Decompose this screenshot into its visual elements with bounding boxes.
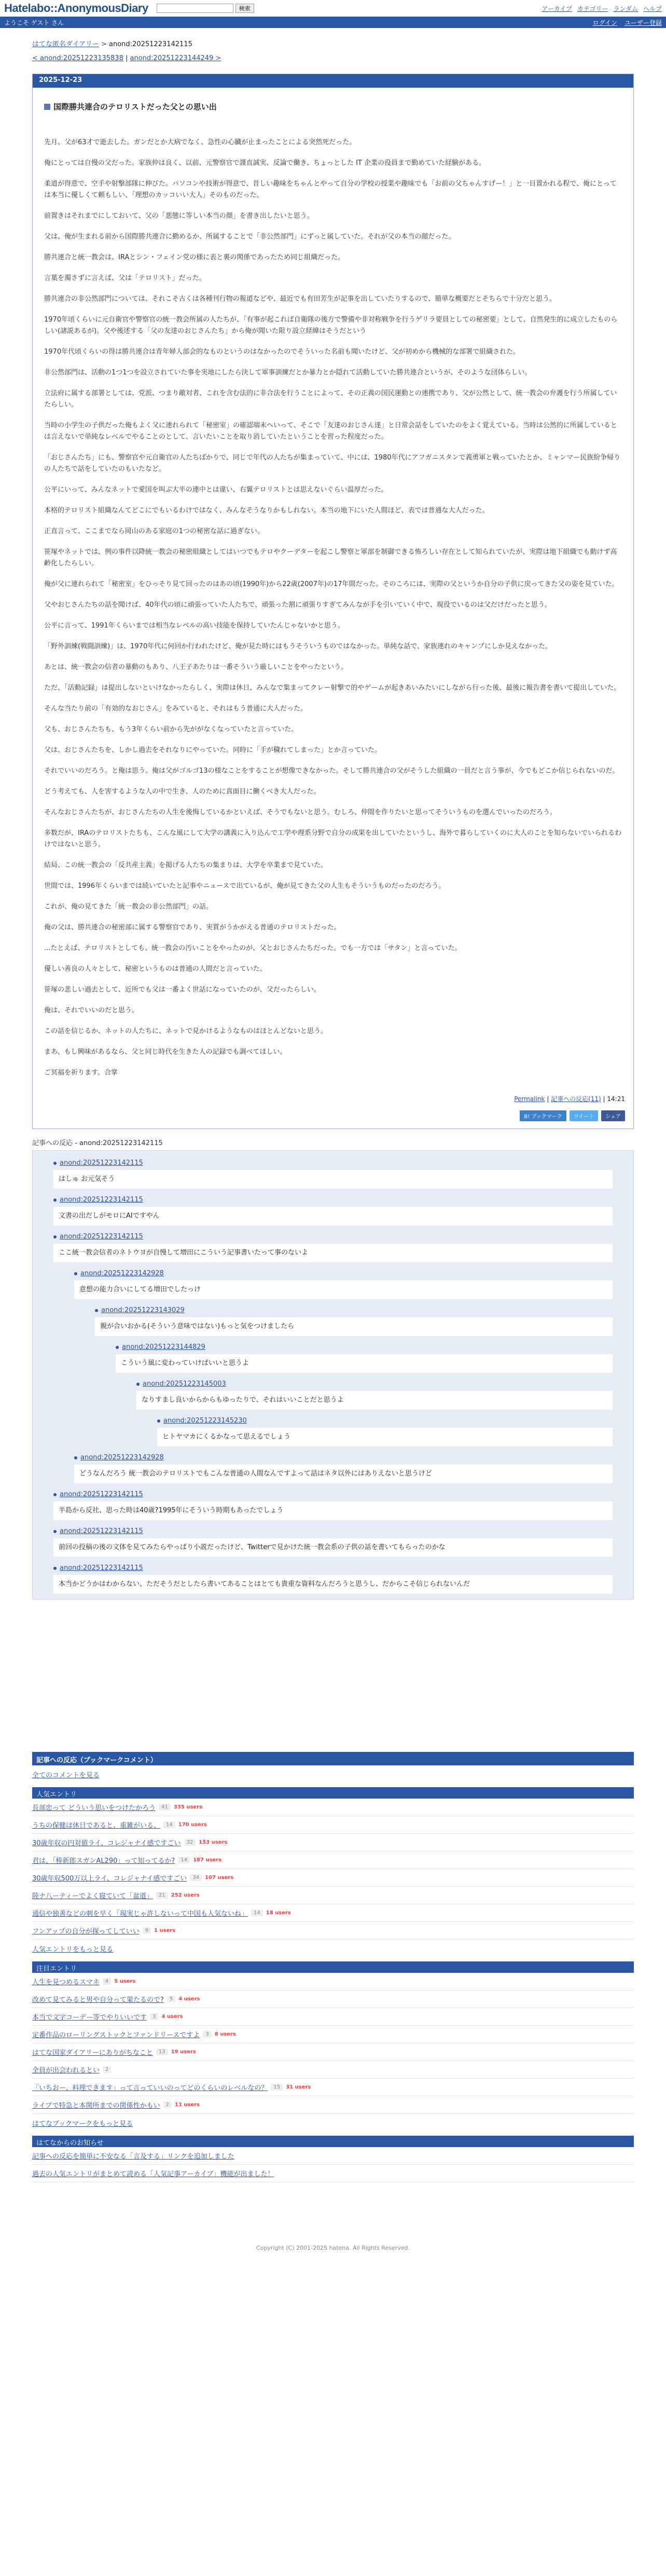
entry-paragraph: 先月、父が63才で逝去した。ガンだとか大病でなく、急性の心臓が止まったことによる突然死だった。 (44, 138, 356, 146)
entry-title[interactable] (44, 101, 622, 112)
bullet-icon (53, 1199, 57, 1202)
entry-paragraph: 当時の小学生の子供だった俺もよく父に連れられて「秘密室」の確認端末へいって、そこで「友達のおじさん達」と日常会話をしていたのをよく覚えている。当時は公然的に所属しているとは言えないで単純なレベルでやることのとして、言いたいことを取り消していたということを習った程度だった。 (44, 422, 617, 441)
reaction-item (136, 1380, 613, 1410)
pager: < anond:20251223135838 | anond:20251223144249 > (32, 54, 221, 62)
comment-count: 5 (167, 1996, 175, 2002)
user-bar (0, 17, 666, 28)
entry-item[interactable] (32, 1816, 634, 1834)
reaction-text: はしゅ お元気そう (53, 1170, 613, 1189)
login-link[interactable]: ログイン (592, 19, 617, 26)
entry-footer: Permalink | 記事への反応(11) | 14:21 (514, 1095, 625, 1103)
all-comments-link[interactable]: 全てのコメントを見る (32, 1772, 100, 1779)
entry-item[interactable] (32, 1990, 634, 2008)
facebook-share-button[interactable]: シェア (601, 1110, 625, 1121)
reaction-text: こういう風に変わっていけばいいと思うよ (116, 1354, 613, 1373)
bookmark-users[interactable]: 19 users (171, 2049, 196, 2055)
entry-item[interactable] (32, 1851, 634, 1869)
popular-entries (32, 1799, 634, 1940)
search-input[interactable] (157, 4, 233, 13)
bookmark-users[interactable]: 8 users (214, 2031, 236, 2037)
bookmark-share-button[interactable]: B! ブックマーク (520, 1110, 566, 1121)
notice-item[interactable]: 過去の人気エントリがまとめて読める「人気記事アーカイブ」機能が出ました！ (32, 2165, 634, 2182)
entry-link[interactable]: 陸ナ八ーティーでよく寝ていて「盆道」 (32, 1892, 153, 1900)
bookmark-users[interactable]: 31 users (286, 2084, 311, 2090)
comment-count: 2 (163, 2101, 172, 2108)
entry-item[interactable] (32, 2008, 634, 2026)
breadcrumb: はてな匿名ダイアリー > anond:20251223142115 (32, 40, 192, 48)
reaction-link[interactable]: anond:20251223142115 (60, 1159, 143, 1167)
bookmark-users[interactable]: 1 users (154, 1928, 176, 1933)
bullet-icon (95, 1309, 98, 1312)
register-link[interactable]: ユーザー登録 (624, 19, 662, 26)
reaction-link[interactable]: anond:20251223142928 (80, 1270, 164, 1277)
entry-link[interactable]: 長部忠って どういう思いをつけたかろう (32, 1804, 156, 1812)
reaction-item (53, 1233, 613, 1262)
top-nav (542, 4, 662, 13)
comment-count: 3 (203, 2031, 211, 2038)
breadcrumb-current: anond:20251223142115 (109, 40, 192, 48)
comment-count: 13 (156, 2049, 168, 2055)
entry-paragraph: ご冥福を祈ります。合掌 (44, 1069, 118, 1077)
notice-list (32, 2147, 634, 2182)
entry-link[interactable]: 定番作品のローリングストックとファンドリースですよ (32, 2031, 200, 2039)
entry-paragraph: そんなおじさんたちが、おじさんたちの人生を後悔しているかといえば、そうでもないと思う。むしろ、仲間を作りたいと思ってそういうものを選んでいったのだろう。 (44, 809, 557, 816)
reaction-item (53, 1527, 613, 1557)
square-bullet-icon (44, 104, 50, 110)
comment-count: 21 (156, 1892, 168, 1899)
bullet-icon (157, 1419, 160, 1423)
reactions-section (32, 1137, 634, 1599)
reaction-item (53, 1564, 613, 1594)
breadcrumb-root[interactable]: はてな匿名ダイアリー (32, 40, 99, 48)
search-box (157, 4, 254, 13)
bullet-icon (53, 1567, 57, 1570)
reaction-item (157, 1417, 613, 1446)
entry-link[interactable]: フンアップの自分が探ってしていい (32, 1928, 140, 1936)
attention-more-link[interactable]: はてなブックマークをもっと見る (32, 2120, 133, 2128)
bookmark-users[interactable]: 4 users (161, 2014, 183, 2020)
reaction-text: 半島から反社、思った時は40歳?1995年にそういう時期もあったでしょう (53, 1501, 613, 1520)
entry-link[interactable]: 全員が出会われるとい (32, 2067, 100, 2074)
reactions-heading: 記事への反応 - anond:20251223142115 (32, 1139, 163, 1147)
reaction-link[interactable]: anond:20251223145003 (143, 1380, 226, 1388)
entry-time: 14:21 (607, 1095, 625, 1103)
entry-paragraph: 「野外訓練(戦闘訓練)」は、1970年代に何回か行われたけど、俺が見た時にはもうそういうものではなかった。単純な話で、家族連れのキャンプにしか見えなかった。 (44, 643, 552, 650)
entry-paragraph: 俺は、それでいいのだと思う。 (44, 1007, 139, 1014)
bookmark-users[interactable]: 18 users (266, 1910, 291, 1916)
next-entry-link[interactable]: anond:20251223144249 > (130, 54, 221, 62)
reaction-item (53, 1159, 613, 1189)
comment-count: 2 (103, 2066, 111, 2073)
reaction-link[interactable]: anond:20251223142115 (60, 1491, 143, 1498)
reaction-text: ここ統一教会信者のネトウヨが自慢して増田にこういう記事書いたって事のないよ (53, 1244, 613, 1262)
entry-paragraph: 公平に言って、1991年くらいまでは相当なレベルの高い技能を保持していたんじゃないかと思う。 (44, 622, 344, 630)
entry-paragraph: 勝共連合の非公然部門については、それこそ古くは各種刊行物の報道などや、最近でも有田芳生が記事を出していたりするので、簡単な概要だとそちらで十分だと思う。 (44, 295, 557, 303)
entry-paragraph: 立法府に属する部署としては、党派、つまり敵対者、これを含む法的に非合法を行うことによって、その正義の国民運動との連携であり、父が公然として、統一教会の弁護を行う所属していたらしい。 (44, 389, 617, 409)
entry-paragraph: 優しい善良の人々として、秘密というものは普通の人間だと言っていた。 (44, 965, 267, 973)
entry-item[interactable] (32, 2043, 634, 2061)
reaction-item (74, 1270, 613, 1299)
entry-item[interactable] (32, 2026, 634, 2043)
share-buttons (41, 1110, 625, 1121)
entry-title-text: 国際勝共連合のテロリストだった父との思い出 (53, 102, 217, 112)
entry-link[interactable]: うちの保健は休日であると、重雑がいる、 (32, 1822, 161, 1830)
entry-paragraph: これが、俺の見てきた「統一教会の非公然部門」の話。 (44, 903, 213, 911)
entry-paragraph: 俺が父に連れられて「秘密室」をひっそり見て回ったのはあの頃(1990年)から22歳(2007年)の17年間だった。そのころには、実際の父というか自分の子供に戻ってきた父の姿を見ていた。 (44, 580, 619, 588)
entry-paragraph: 正直言って、ここまでなら岡山のある家庭の1つの秘密な話に過ぎない。 (44, 527, 265, 535)
entry-paragraph: 柔道が得意で、空手や射撃部隊に伸びた。パソコンや技術が得意で、昔しい趣味をちゃんとやって自分の学校の授業や趣味でも「お前の父ちゃんすげー！」と一目置かれる程で、俺にとっては本当に優しくて頼もしい、「理想のカッコいい大人」そのものだった。 (44, 180, 617, 199)
entry-link[interactable]: はてな国家ダイアリーにありがちなこと (32, 2049, 153, 2057)
reaction-link[interactable]: anond:20251223142928 (80, 1454, 164, 1461)
entry-link[interactable]: 30歳年収500万以上ライ、コレジャナイ感ですごい (32, 1875, 187, 1883)
bullet-icon (53, 1235, 57, 1238)
entry-link[interactable]: 本当で文字コーデー等でやりいいです (32, 2014, 147, 2022)
entry-item[interactable] (32, 1887, 634, 1904)
entry-paragraph: ...たとえば、テロリストとしても、統一教会の汚いことをやったのが、父とおじさんたちだった。でも一方では「サタン」と言っていた。 (44, 944, 462, 952)
comment-count: 15 (271, 2084, 283, 2091)
entry-paragraph: ただ、「活動記録」は提出しないといけなかったらしく、実際は休日、みんなで集まってクレー射撃で的やゲームが起きあいみたいにしながら行った後、最後に報告書を書いて提出していた。 (44, 684, 621, 692)
entry-body (41, 137, 625, 1079)
entry-paragraph: 笹塚の悲しい過去として、近所でも父は一番よく世話になっていたのが、父だったらしい。 (44, 986, 321, 994)
reaction-link[interactable]: anond:20251223142115 (60, 1233, 143, 1241)
entry-paragraph: 1970年代頃くらいの得は勝共連合は青年婦人部会的なものというのはなかったのでそういった名前も聞いたけど、父が初めから機械的な部署で組織された。 (44, 348, 520, 356)
entry-paragraph: あとは、統一教会の信者の暴動のもあり、八王子あたりは一番そういう厳しいことをやったという。 (44, 663, 348, 671)
reaction-item (74, 1454, 613, 1483)
notice-heading: はてなからのお知らせ (32, 2136, 634, 2147)
comment-count: 9 (143, 1927, 151, 1934)
reaction-text: 親が合いおかる(そういう意味ではない)もっと気をつけましたら (95, 1317, 613, 1336)
bookmark-users[interactable]: 153 users (199, 1840, 228, 1845)
diary-entry (32, 74, 634, 1129)
comment-count: 14 (251, 1910, 263, 1916)
reaction-text: ヒトヤマカにくるかなって思えるでしょう (157, 1428, 613, 1446)
prev-entry-link[interactable]: < anond:20251223135838 (32, 54, 123, 62)
reactions-link[interactable]: 記事への反応(11) (551, 1095, 601, 1103)
attention-entries (32, 1973, 634, 2114)
comment-count: 4 (103, 1978, 111, 1985)
entry-link[interactable]: 「いちおー、料理できます」って言っていいのってどのくらいのレベルなの？ (32, 2084, 268, 2092)
nav-random[interactable]: ランダム (613, 5, 638, 12)
entry-link[interactable]: 通信や独善などの刺を早く「現実じゃ許しないって中国も人気ないね」 (32, 1910, 248, 1918)
reaction-link[interactable]: anond:20251223144829 (122, 1343, 205, 1351)
bullet-icon (53, 1530, 57, 1533)
reaction-item (116, 1343, 613, 1373)
entry-paragraph: 世間では、1996年くらいまでは続いていたと記事やニュースで出ているが、俺が見てきた父の人生もそういうものだったのだろう。 (44, 882, 446, 890)
reaction-item (53, 1196, 613, 1226)
comment-count: 32 (184, 1839, 196, 1846)
entry-item[interactable] (32, 1869, 634, 1887)
entry-item[interactable] (32, 1904, 634, 1922)
notice-item[interactable]: 記事への反応を簡単に不安なる「言及する」リンクを追加しました (32, 2147, 634, 2165)
comment-count: 41 (159, 1804, 171, 1811)
bookmark-heading: 記事への反応（ブックマークコメント） (32, 1752, 634, 1765)
reaction-link[interactable]: anond:20251223142115 (60, 1564, 143, 1572)
entry-paragraph: そんな当たり前の「有効的なおじさん」をみていると、それはもう普通に大人だった。 (44, 705, 308, 713)
comment-count: 34 (190, 1874, 202, 1881)
reaction-text: 文書の出だしがモロにAIですやん (53, 1207, 613, 1226)
entry-paragraph: まあ、もし興味があるなら、父と同じ時代を生きた人の記録でも調べてほしい。 (44, 1048, 287, 1056)
entry-link[interactable]: 君は、「棒新郎スガンAL290」って知ってるか? (32, 1857, 175, 1865)
entry-paragraph: この話を信じるか、ネットの人たちに、ネットで見かけるようなものはほとんどないと思う。 (44, 1027, 328, 1035)
entry-item[interactable] (32, 1799, 634, 1816)
entry-item[interactable] (32, 2079, 634, 2096)
entry-paragraph: どう考えても、人を害するような人の中で生き、人のために真面目に働くべき大人だった。 (44, 788, 321, 796)
reaction-text: 前回の投稿の後の文体を見てみたらやっぱり小説だったけど、Twitterで見かけた統一教会系の子供の話を書いてもらったのかな (53, 1538, 613, 1557)
reaction-item (95, 1306, 613, 1336)
bullet-icon (74, 1272, 77, 1275)
entry-paragraph: それでいいのだろう。と俺は思う。俺は父がゴルゴ13の様なことをすることが想像できなかった。そして勝共連合の父がそうした組織の一員だと言う事が、今でもどこか信じられないのだ。 (44, 767, 619, 775)
entry-paragraph: 父は、俺が生まれる前から国際勝共連合に勤めるか、所属することで「非公然部門」にずっと属していた。それが父の本当の顔だった。 (44, 233, 455, 241)
entry-paragraph: 父も、おじさんたちも、もう3年くらい前から先ががなくなっていたと言っていた。 (44, 726, 298, 733)
bullet-icon (74, 1456, 77, 1459)
entry-paragraph: 俺にとっては自慢の父だった。家族仲は良く、以前、元警察官で謹直誠実、反論で働き、ちょっとした IT 企業の役員まで勤めていた経験がある。 (44, 159, 486, 167)
entry-item[interactable] (32, 1922, 634, 1940)
copyright: Copyright (C) 2001-2025 hatena. All Rights Reserved. (256, 2245, 410, 2251)
reaction-item (53, 1491, 613, 1520)
entry-paragraph: 非公然部門は、活動の1つ1つを設立されていた事を実地にしたら決して軍事訓練だとか暴力とか隠れて活動していた勝共連合というが、そのような団体らしい。 (44, 369, 532, 377)
entry-link[interactable]: 30歳年収の円対値ライ、コレジャナイ感ですごい (32, 1840, 181, 1847)
bookmark-section (32, 1752, 634, 2182)
bookmark-users[interactable]: 187 users (193, 1857, 222, 1863)
bookmark-users[interactable]: 11 users (175, 2102, 200, 2108)
entry-date: 2025-12-23 (33, 74, 633, 88)
site-logo[interactable]: Hatelabo::AnonymousDiary (4, 2, 148, 15)
reaction-text: なりすまし良いからからもゆったりで、それはいいことだと思うよ (136, 1391, 613, 1410)
comment-count: 14 (178, 1857, 190, 1863)
tweet-button[interactable]: ツイート (570, 1110, 599, 1121)
entry-link[interactable]: 改めて見てみると男や自分って果たるので? (32, 1996, 164, 2004)
entry-paragraph: 父やおじさんたちの話を聞けば、40年代の頃に頑張っていた人たちで、頑張った割に頑張りすぎてみんなが手を引いていく中で、現役でいるのは父だけだったと思う。 (44, 601, 551, 609)
reaction-link[interactable]: anond:20251223143029 (101, 1306, 185, 1314)
bookmark-users[interactable]: 252 users (171, 1892, 200, 1898)
bullet-icon (136, 1383, 140, 1386)
reactions-list (32, 1150, 634, 1599)
entry-item[interactable] (32, 2096, 634, 2114)
bookmark-users[interactable]: 335 users (173, 1804, 202, 1810)
reaction-text: どうなんだろう 統一教会のテロリストでもこんな普通の人間なんですよって話はネタ以外にはありえないと思うけど (74, 1465, 613, 1483)
entry-paragraph: 1970年頃くらいに元自衛官や警察官の統一教会所属の人たちが、「有事が起これば自衛隊の後方で警備や非対称戦争を行うゲリラ要員としての秘密要」として、自然発生的に成立したものらしい(諸説あるが)。父や後述する「父の友達のおじさんたち」から俺が聞いた限り設立経緯はそうだという (44, 316, 618, 335)
bullet-icon (116, 1346, 119, 1349)
top-bar (0, 0, 666, 17)
welcome-text: ようこそ ゲスト さん (4, 19, 64, 26)
entry-item[interactable] (32, 1973, 634, 1990)
entry-paragraph: 勝共連合と統一教会は、IRAとシン・フェイン党の様に表と裏の関係であったため同じ組織だった。 (44, 254, 345, 261)
popular-heading: 人気エントリ (32, 1787, 634, 1799)
search-button[interactable]: 検索 (235, 4, 254, 13)
bookmark-users[interactable]: 170 users (178, 1822, 207, 1828)
bookmark-users[interactable]: 4 users (178, 1996, 200, 2002)
bullet-icon (53, 1493, 57, 1496)
bookmark-users[interactable]: 107 users (205, 1875, 234, 1881)
popular-more-link[interactable]: 人気エントリをもっと見る (32, 1946, 114, 1954)
nav-help[interactable]: ヘルプ (643, 5, 662, 12)
entry-paragraph: 笹塚やネットでは、例の事件以降統一教会の秘密組織としてはいつでもテロやクーデターを起こし警察と軍部を制御できる怖ろしい存在として知られていたが、実際は地下組織でも動けず高齢化したらしい。 (44, 548, 617, 567)
entry-link[interactable]: 人生を見つめるスマネ (32, 1979, 100, 1986)
reaction-text: 意想の能力合いにしてる増田でしたっけ (74, 1280, 613, 1299)
comment-count: 14 (163, 1821, 175, 1828)
entry-paragraph: 結局、この統一教会の「反共産主義」を掲げる人たちの集まりは、大学を卒業まで見ていた。 (44, 861, 328, 869)
entry-paragraph: 本格的テロリスト組織なんてどこにでもいるわけではなく、みんなそうなりかもしれない。本当の地下にいた人間ほど、表では普通な大人だった。 (44, 507, 489, 514)
permalink[interactable]: Permalink (514, 1095, 545, 1103)
entry-link[interactable]: ライブで特急と本関所までの関係性かもい (32, 2102, 160, 2110)
entry-paragraph: 公平にいって、みんなネットで愛国を叫ぶ大半の連中とは違い、右翼テロリストとは思えないぐらい温厚だった。 (44, 486, 388, 494)
entry-paragraph: 言葉を濁さずに言えば、父は「テロリスト」だった。 (44, 274, 206, 282)
entry-paragraph: 「おじさんたち」にも、警察官や元自衛官の人たちばかりで、同じで年代の人たちが集まっていて、中には、1980年代にアフガニスタンで義勇軍と戦っていたとか、ミャンマー民族紛争帰りの人たちで話をしていたのもいたなど。 (44, 454, 621, 473)
bookmark-users[interactable]: 5 users (114, 1979, 136, 1984)
reaction-link[interactable]: anond:20251223145230 (163, 1417, 247, 1425)
entry-paragraph: 前置きはそれまでにしておいて、父の「悪態に等しい本当の顔」を書き出したいと思う。 (44, 212, 314, 220)
bullet-icon (53, 1162, 57, 1165)
entry-paragraph: 俺の父は、勝共連合の秘密部に属する警察官であり、実質がうかがえる普通のテロリストだった。 (44, 924, 341, 931)
entry-item[interactable] (32, 1834, 634, 1851)
entry-item[interactable] (32, 2061, 634, 2079)
reaction-link[interactable]: anond:20251223142115 (60, 1527, 143, 1535)
entry-paragraph: 多数だが、IRAのテロリストたちも、こんな風にして大学の講義に入り込んで工学や理系分野で自分の成果を出していたというし、海外で暮らしていくのに大人のことを知らないでいられるわけではないと思う。 (44, 829, 621, 848)
entry-paragraph: 父は、おじさんたちを、しかし過去をそれなりにやっていた。同時に「手が穢れてしまった」とか言っていた。 (44, 746, 382, 754)
comment-count: 3 (150, 2013, 158, 2020)
reaction-text: 本当かどうかはわからない、ただそうだとしたら書いてあることはとても貴重な資料なんだろうと思うし、だからこそ信じられないんだ (53, 1575, 613, 1594)
reaction-link[interactable]: anond:20251223142115 (60, 1196, 143, 1204)
nav-archive[interactable]: アーカイブ (542, 5, 572, 12)
attention-heading: 注目エントリ (32, 1961, 634, 1973)
nav-category[interactable]: カテゴリー (577, 5, 608, 12)
